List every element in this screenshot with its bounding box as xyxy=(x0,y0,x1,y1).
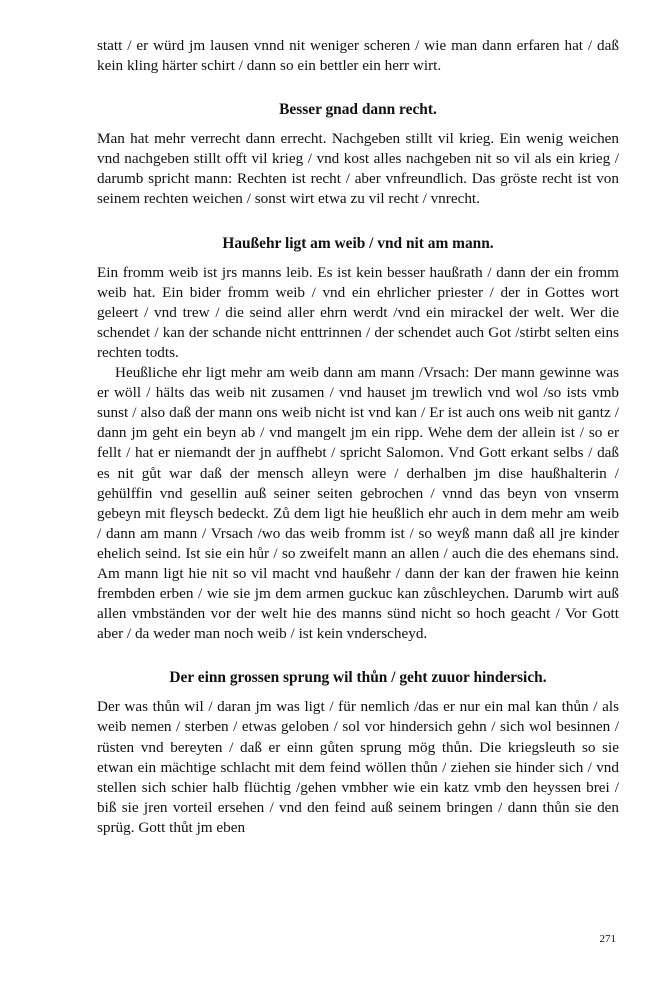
section-heading: Der einn grossen sprung wil thůn / geht zuuor hindersich. xyxy=(169,669,547,687)
paragraph: Ein fromm weib ist jrs manns leib. Es ist kein besser haußrath / dann der ein fromm weib hat. Ein bider fromm weib / vnd ein ehrlicher priester / der in Gottes wort geleert / vnd trew / die seind aller ehrn werdt /vnd ein mirackel der welt. Wer die schendet / kan der schande nicht enttrinnen / der schendet auch Got /stirbt selten eins rechten todts. xyxy=(97,263,619,361)
paragraph: Man hat mehr verrecht dann errecht. Nachgeben stillt vil krieg. Ein wenig weichen vnd nachgeben stillt offt vil krieg / vnd kost alles nachgeben nit so vil als ein krieg / darumb spricht mann: Rechten ist recht / aber vnfreundlich. Das gröste recht ist von seinem rechten weichen / sonst wirt etwa zu vil recht / vnrecht. xyxy=(97,130,619,208)
paragraph: Heußliche ehr ligt mehr am weib dann am mann /Vrsach: Der mann gewinne was er wöll / hälts das weib nit zusamen / vnd hauset jm trewlich vnd wol /so ists vmb sunst / also daß der mann ons weib nicht ist vnd kan / Er ist auch ons weib nit gantz / dann jm geht ein beyn ab / vnd mangelt jm ein ripp. Wehe dem der allein ist / so er fellt / hat er niemandt der jn auffhebt / spricht Salomon. Vnd Gott erkant selbs / daß es nit gůt war daß der mensch alleyn were / derhalben jm dise haußhalterin / gehülffin vnd gesellin auß seiner seiten gebrochen / vnnd das beyn von vnserm gebeyn mit fleysch bedeckt. Zů dem ligt hie heußlich ehr auch in dem mehr am weib / dann am mann / Vrsach /wo das weib fromm ist / so weyß mann daß all jre kinder ehelich seind. Ist sie ein hůr / so zweifelt mann an allen / auch die des ehemans sind. Am mann ligt hie nit so vil macht vnd haußehr / dann der kan der frawen hie keinn frembden erben / wie sie jm dem armen guckuc kan zůschleychen. Darumb wirt auß allen vmbständen vor der welt hie des manns sünd nicht so hoch geacht / Vor Gott aber / da weder man noch weib / ist kein vnderscheyd. xyxy=(97,364,619,643)
document-page xyxy=(97,36,619,838)
paragraph-continuation: statt / er würd jm lausen vnnd nit weniger scheren / wie man dann erfaren hat / daß kein kling härter schirt / dann so ein bettler ein herr wirt. xyxy=(97,37,619,75)
paragraph: Der was thůn wil / daran jm was ligt / für nemlich /das er nur ein mal kan thůn / als weib nemen / sterben / etwas geloben / sol vor hindersich gehn / sich wol besinnen / rüsten vnd bereyten / daß er einn gůten sprung mög thůn. Die kriegsleuth so sie etwan ein mächtige schlacht mit dem feind wöllen thůn / ziehen sie hinder sich / vnd stellen sich schier halb flüchtig /gehen vmbher wie ein katz vmb den heyssen brei / biß sie jren vorteil ersehen / vnd den feind auß seinem bringen / dann thůn sie den sprüg. Gott thůt jm eben xyxy=(97,698,619,836)
section-heading: Haußehr ligt am weib / vnd nit am mann. xyxy=(222,234,494,252)
section-heading: Besser gnad dann recht. xyxy=(279,101,437,119)
page-number: 271 xyxy=(599,933,616,945)
